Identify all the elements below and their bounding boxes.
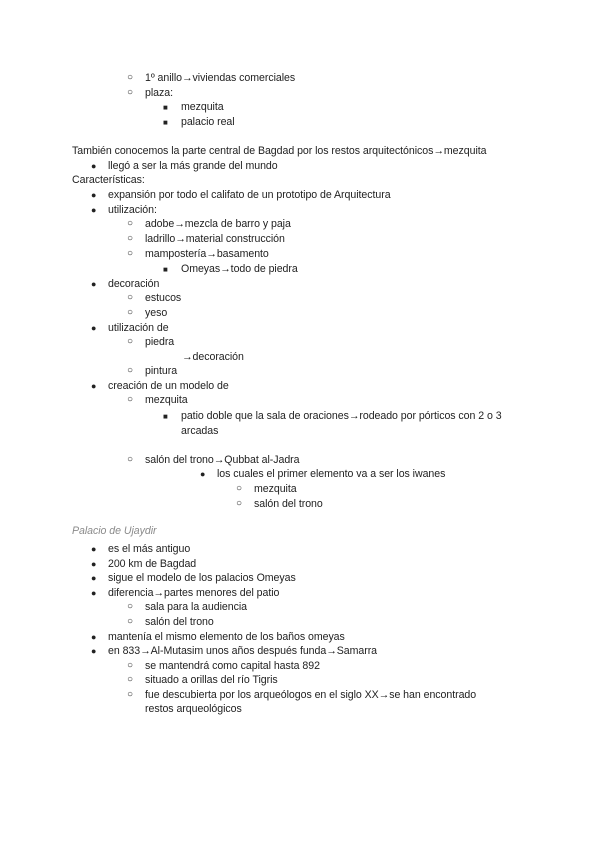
bullet-level2: ○ [127,674,134,685]
bullet-level2: ○ [127,307,134,318]
bullet-level1: ● [91,544,97,554]
mezquita-subitem: mezquita [145,394,188,406]
diferencia-subitem: salón del trono [145,616,214,628]
bullet-level2: ○ [127,365,134,376]
bullet-level2: ○ [127,72,134,83]
bullet-level2: ○ [127,248,134,259]
utilizacion-subitem: adobe→mezcla de barro y paja [145,218,291,230]
samarra-subitem: situado a orillas del río Tigris [145,674,278,686]
omeyas-item: Omeyas→todo de piedra [181,263,298,275]
iwanes-subitem: mezquita [254,483,297,495]
plaza-text: plaza: [145,87,173,99]
bullet-level1: ● [91,190,97,200]
piedra-subitem: piedra [145,336,175,348]
bullet-level3: ■ [163,118,168,127]
en833-item: en 833→Al-Mutasim unos años después funda→Samarra [108,645,378,657]
iwanes-subitem: salón del trono [254,498,323,510]
utilizacion-item: utilización: [108,204,157,216]
intro-item: llegó a ser la más grande del mundo [108,160,278,172]
patio-item-continuation: arcadas [181,425,219,437]
bullet-level2: ○ [236,483,243,494]
bullet-level1: ● [91,161,97,171]
plaza-item: mezquita [181,101,224,113]
bullet-level2: ○ [127,616,134,627]
bullet-level2: ○ [127,233,134,244]
pintura-subitem: pintura [145,365,178,377]
section-heading: Palacio de Ujaydir [72,525,157,537]
palacio-item: 200 km de Bagdad [108,558,197,570]
bullet-level1: ● [91,573,97,583]
piedra-note: →decoración [182,351,244,363]
plaza-item: palacio real [181,116,235,128]
bullet-level2: ○ [236,498,243,509]
decoracion-item: decoración [108,278,160,290]
bullet-level1: ● [91,632,97,642]
samarra-subitem-continuation: restos arqueológicos [145,703,242,715]
bullet-level2: ○ [127,218,134,229]
bullet-level3: ■ [163,103,168,112]
utilizacion-de-item: utilización de [108,322,169,334]
decoracion-subitem: estucos [145,292,182,304]
salon-subitem: salón del trono→Qubbat al-Jadra [145,454,300,466]
utilizacion-subitem: mampostería→basamento [145,248,269,260]
bullet-level2: ○ [127,292,134,303]
bullet-level2: ○ [127,454,134,465]
bullet-level1: ● [91,646,97,656]
expansion-item: expansión por todo el califato de un prototipo de Arquitectura [108,189,391,201]
bullet-level1: ● [91,588,97,598]
samarra-subitem: se mantendrá como capital hasta 892 [145,660,320,672]
bullet-level1: ● [91,205,97,215]
bullet-level1: ● [91,279,97,289]
bullet-level3: ■ [163,412,168,421]
bullet-level2: ○ [127,689,134,700]
features-label: Características: [72,174,145,186]
bullet-level1: ● [200,469,206,479]
bullet-level1: ● [91,559,97,569]
mantenia-item: mantenía el mismo elemento de los baños omeyas [108,631,345,643]
bullet-level2: ○ [127,87,134,98]
diferencia-item: diferencia→partes menores del patio [108,587,280,599]
bullet-level2: ○ [127,601,134,612]
bullet-level3: ■ [163,265,168,274]
ring1-text: 1º anillo→viviendas comerciales [145,72,296,84]
bullet-level2: ○ [127,394,134,405]
intro-paragraph: También conocemos la parte central de Bagdad por los restos arquitectónicos→mezquita [72,145,487,157]
bullet-level2: ○ [127,660,134,671]
creacion-item: creación de un modelo de [108,380,229,392]
diferencia-subitem: sala para la audiencia [145,601,247,613]
palacio-item: es el más antiguo [108,543,191,555]
bullet-level2: ○ [127,336,134,347]
palacio-item: sigue el modelo de los palacios Omeyas [108,572,296,584]
decoracion-subitem: yeso [145,307,168,319]
samarra-subitem: fue descubierta por los arqueólogos en el siglo XX→se han encontrado [145,689,477,701]
iwanes-item: los cuales el primer elemento va a ser los iwanes [217,468,446,480]
bullet-level1: ● [91,323,97,333]
utilizacion-subitem: ladrillo→material construcción [145,233,285,245]
bullet-level1: ● [91,381,97,391]
patio-item: patio doble que la sala de oraciones→rodeado por pórticos con 2 o 3 [181,410,502,422]
